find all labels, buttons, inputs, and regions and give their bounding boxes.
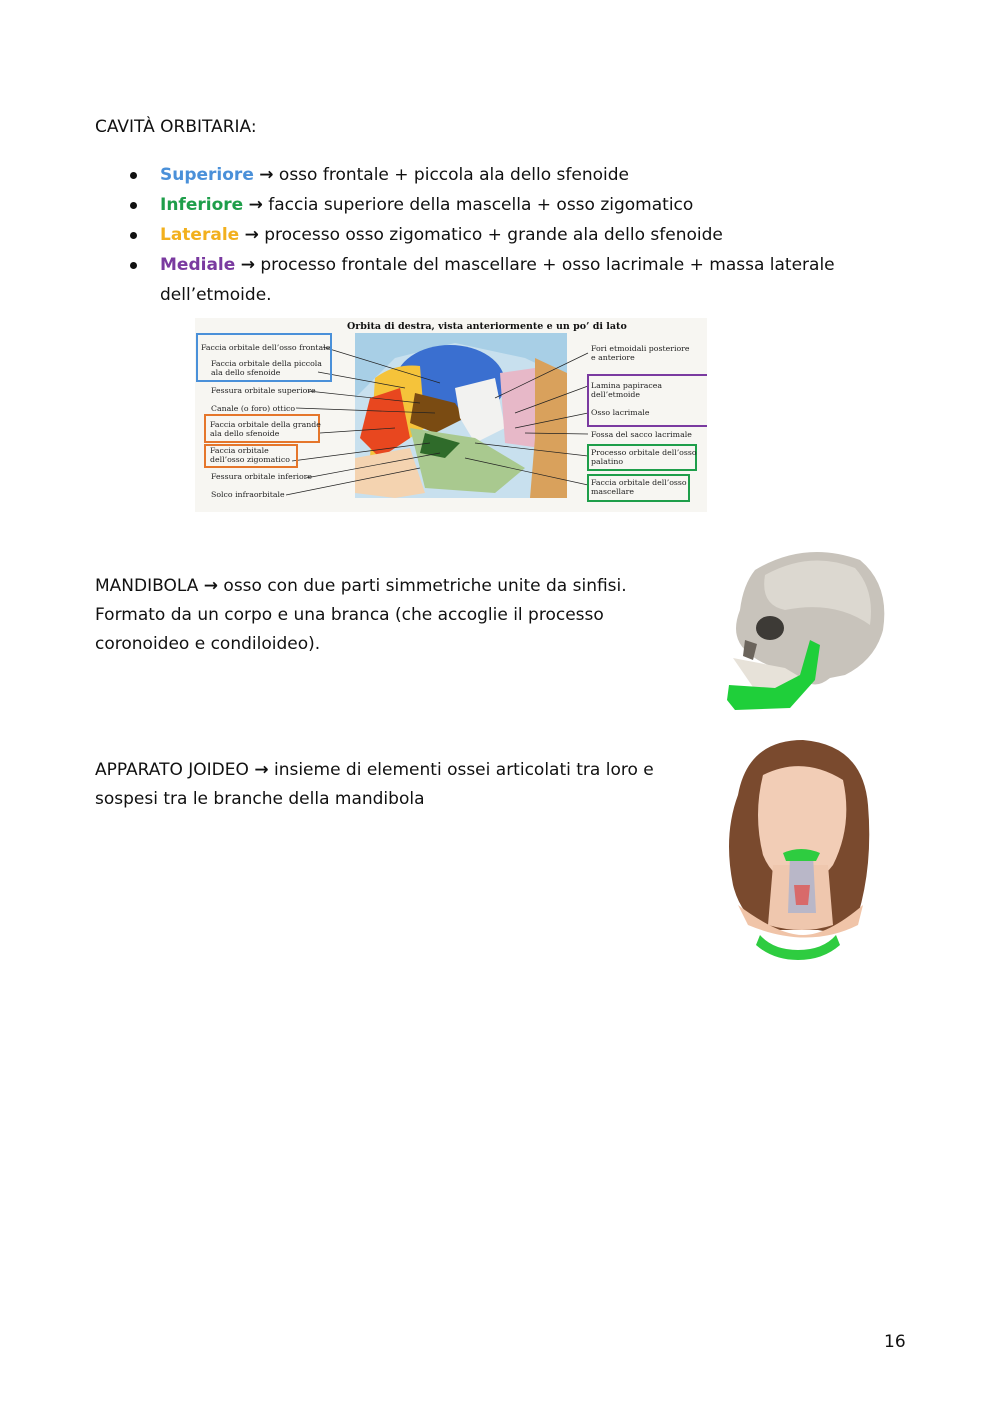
figure-label: Faccia orbitale della grande	[210, 420, 321, 429]
figure-label: Fessura orbitale superiore	[211, 386, 316, 395]
hyoid-head-image	[718, 735, 878, 965]
figure-label: Lamina papiracea dell’etmoide	[591, 381, 662, 399]
figure-label: Osso lacrimale	[591, 408, 650, 417]
keyword-inferiore: Inferiore	[160, 195, 244, 215]
arrow-icon: →	[203, 576, 219, 596]
figure-label: palatino	[591, 457, 624, 466]
item-text: processo frontale del mascellare + osso lacrimale + massa laterale dell’etmoide.	[160, 255, 835, 305]
figure-label: ala dello sfenoide	[210, 429, 280, 438]
figure-label: Faccia orbitale della piccola	[211, 359, 322, 368]
figure-label: Fessura orbitale inferiore	[211, 472, 313, 481]
figure-label: ala dello sfenoide	[211, 368, 281, 377]
item-text: faccia superiore della mascella + osso zigomatico	[262, 195, 694, 215]
arrow-icon: →	[244, 225, 259, 245]
arrow-icon: →	[240, 255, 255, 275]
mandibola-paragraph	[95, 572, 627, 659]
figure-label: Fori etmoidali posteriore	[591, 344, 690, 353]
arrow-icon: →	[254, 760, 269, 780]
figure-label: Faccia orbitale dell’osso	[591, 478, 687, 487]
keyword-laterale: Laterale	[160, 225, 240, 245]
bullet-dot	[130, 202, 137, 209]
item-text: osso frontale + piccola ala dello sfenoide	[273, 165, 629, 185]
joideo-paragraph	[95, 756, 654, 814]
arrow-icon: →	[248, 195, 263, 215]
arrow-icon: →	[259, 165, 274, 185]
joideo-line: insieme di elementi ossei articolati tra loro e	[268, 760, 654, 780]
keyword-superiore: Superiore	[160, 165, 254, 185]
keyword-mediale: Mediale	[160, 255, 236, 275]
mandibola-line: coronoideo e condiloideo).	[95, 634, 321, 654]
figure-label: Processo orbitale dell’osso	[591, 448, 697, 457]
page-heading: CAVITÀ ORBITARIA:	[95, 117, 257, 137]
mandibola-line: osso con due parti simmetriche unite da sinfisi.	[218, 576, 627, 596]
figure-title: Orbita di destra, vista anteriormente e un po’ di lato	[347, 321, 627, 332]
item-text: processo osso zigomatico + grande ala dello sfenoide	[258, 225, 723, 245]
bullet-dot	[130, 172, 137, 179]
figure-label: Faccia orbitale	[210, 446, 269, 455]
list-item-mediale	[130, 250, 870, 310]
joideo-title: APPARATO JOIDEO	[95, 760, 249, 780]
figure-label: mascellare	[591, 487, 635, 496]
list-item-laterale	[130, 220, 870, 250]
bullet-dot	[130, 262, 137, 269]
orbit-figure	[195, 318, 707, 512]
bullet-dot	[130, 232, 137, 239]
figure-label: e anteriore	[591, 353, 635, 362]
skull-mandible-image	[715, 540, 895, 715]
joideo-line: sospesi tra le branche della mandibola	[95, 789, 425, 809]
page-number: 16	[884, 1332, 906, 1352]
mandibola-title: MANDIBOLA	[95, 576, 199, 596]
figure-label: Solco infraorbitale	[211, 490, 285, 499]
list-item-superiore	[130, 160, 870, 190]
mandibola-line: Formato da un corpo e una branca (che accoglie il processo	[95, 605, 604, 625]
orbit-walls-list	[130, 160, 870, 310]
list-item-inferiore	[130, 190, 870, 220]
figure-label: Faccia orbitale dell’osso frontale	[201, 343, 331, 352]
figure-label: Fossa del sacco lacrimale	[591, 430, 692, 439]
figure-label: dell’osso zigomatico	[210, 455, 290, 464]
figure-label: Canale (o foro) ottico	[211, 404, 296, 413]
